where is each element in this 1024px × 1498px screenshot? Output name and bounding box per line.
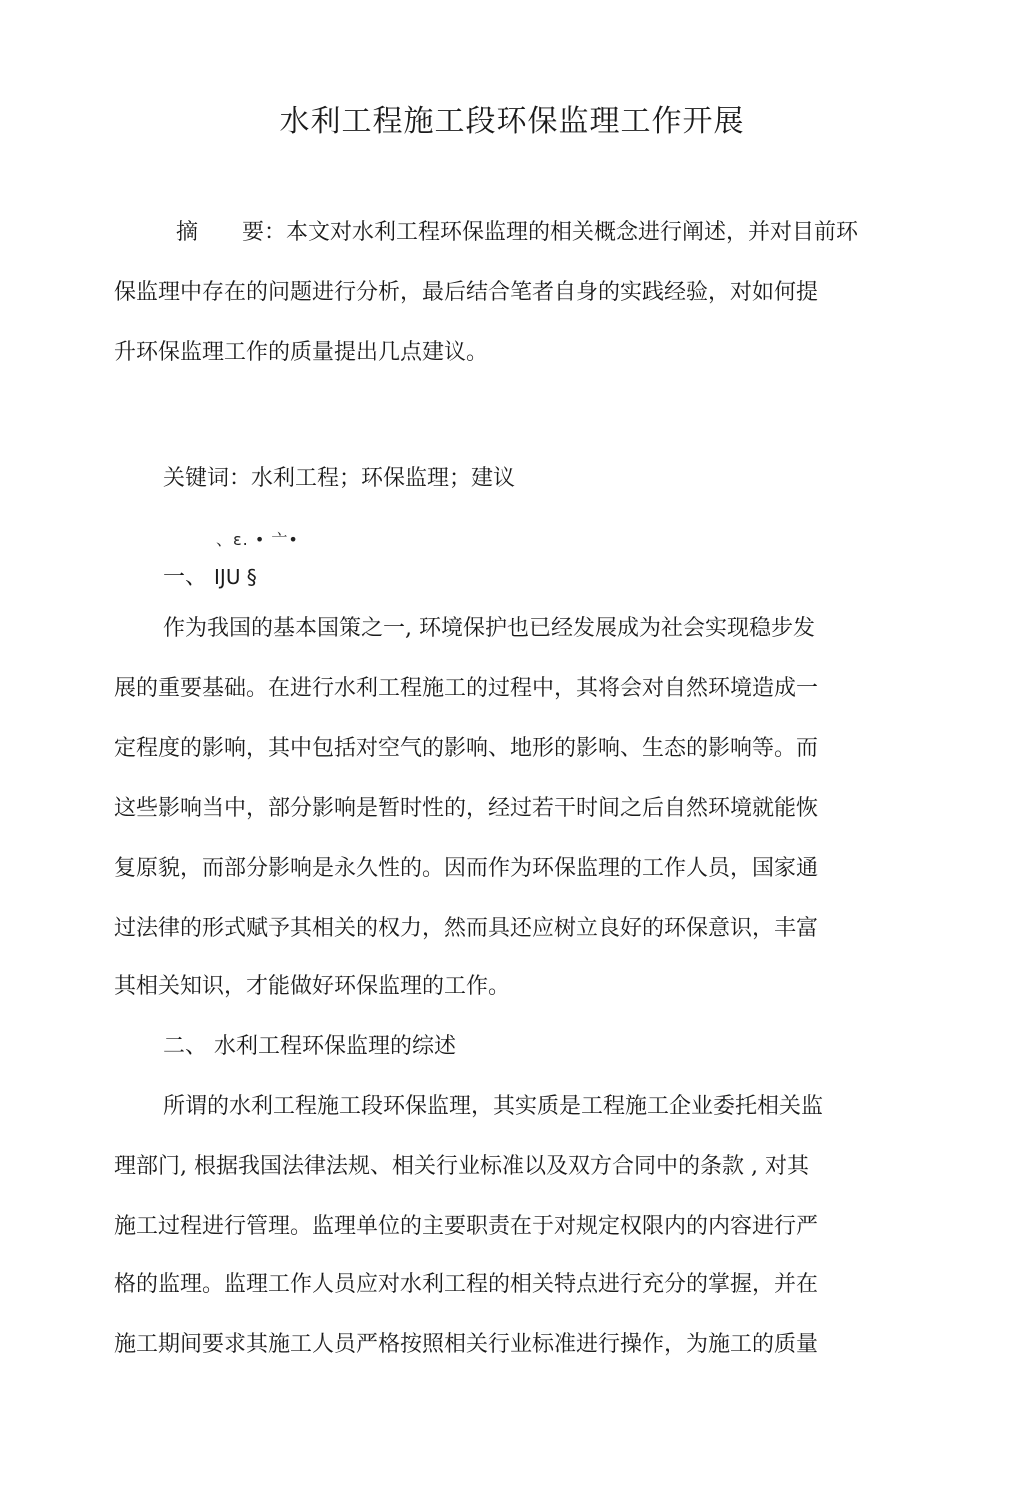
section1-paragraph-line: 作为我国的基本国策之一, 环境保护也已经发展成为社会实现稳步发	[163, 616, 815, 641]
section1-paragraph-line: 这些影响当中，部分影响是暂时性的，经过若干时间之后自然环境就能恢	[114, 796, 819, 821]
section2-paragraph-line: 施工过程进行管理。监理单位的主要职责在于对规定权限内的内容进行严	[114, 1214, 819, 1239]
abstract-label-a: 摘	[176, 220, 199, 245]
document-title: 水利工程施工段环保监理工作开展	[279, 104, 745, 139]
section2-paragraph-line: 格的监理。监理工作人员应对水利工程的相关特点进行充分的掌握，并在	[114, 1272, 819, 1297]
section2-paragraph-line: 施工期间要求其施工人员严格按照相关行业标准进行操作，为施工的质量	[114, 1332, 819, 1357]
section1-heading-text: IJU §	[214, 565, 257, 589]
section1-heading	[163, 562, 257, 593]
abstract-text-1: 本文对水利工程环保监理的相关概念进行阐述，并对目前环	[286, 220, 859, 245]
section2-paragraph-line: 所谓的水利工程施工段环保监理，其实质是工程施工企业委托相关监	[163, 1094, 824, 1119]
section1-heading-prefix: 一、	[163, 565, 208, 590]
section2-heading: 二、 水利工程环保监理的综述	[163, 1034, 456, 1059]
keywords-line: 关键词：水利工程；环保监理；建议	[163, 466, 516, 491]
abstract-line-1	[176, 218, 858, 248]
section1-paragraph-line: 过法律的形式赋予其相关的权力，然而具还应树立良好的环保意识，丰富	[114, 916, 819, 941]
section1-paragraph-line: 其相关知识，才能做好环保监理的工作。	[114, 974, 511, 999]
section1-paragraph-line: 展的重要基础。在进行水利工程施工的过程中，其将会对自然环境造成一	[114, 676, 819, 701]
ocr-artifact-text: 、ε. • 亠•	[216, 530, 299, 549]
section2-paragraph-line: 理部门, 根据我国法律法规、相关行业标准以及双方合同中的条款 , 对其	[114, 1154, 809, 1179]
abstract-label-b: 要：	[242, 220, 287, 245]
section1-paragraph-line: 复原貌，而部分影响是永久性的。因而作为环保监理的工作人员，国家通	[114, 856, 819, 881]
abstract-text-2: 保监理中存在的问题进行分析，最后结合笔者自身的实践经验，对如何提	[114, 280, 819, 305]
section1-paragraph-line: 定程度的影响，其中包括对空气的影响、地形的影响、生态的影响等。而	[114, 736, 819, 761]
abstract-text-3: 升环保监理工作的质量提出几点建议。	[114, 340, 489, 365]
